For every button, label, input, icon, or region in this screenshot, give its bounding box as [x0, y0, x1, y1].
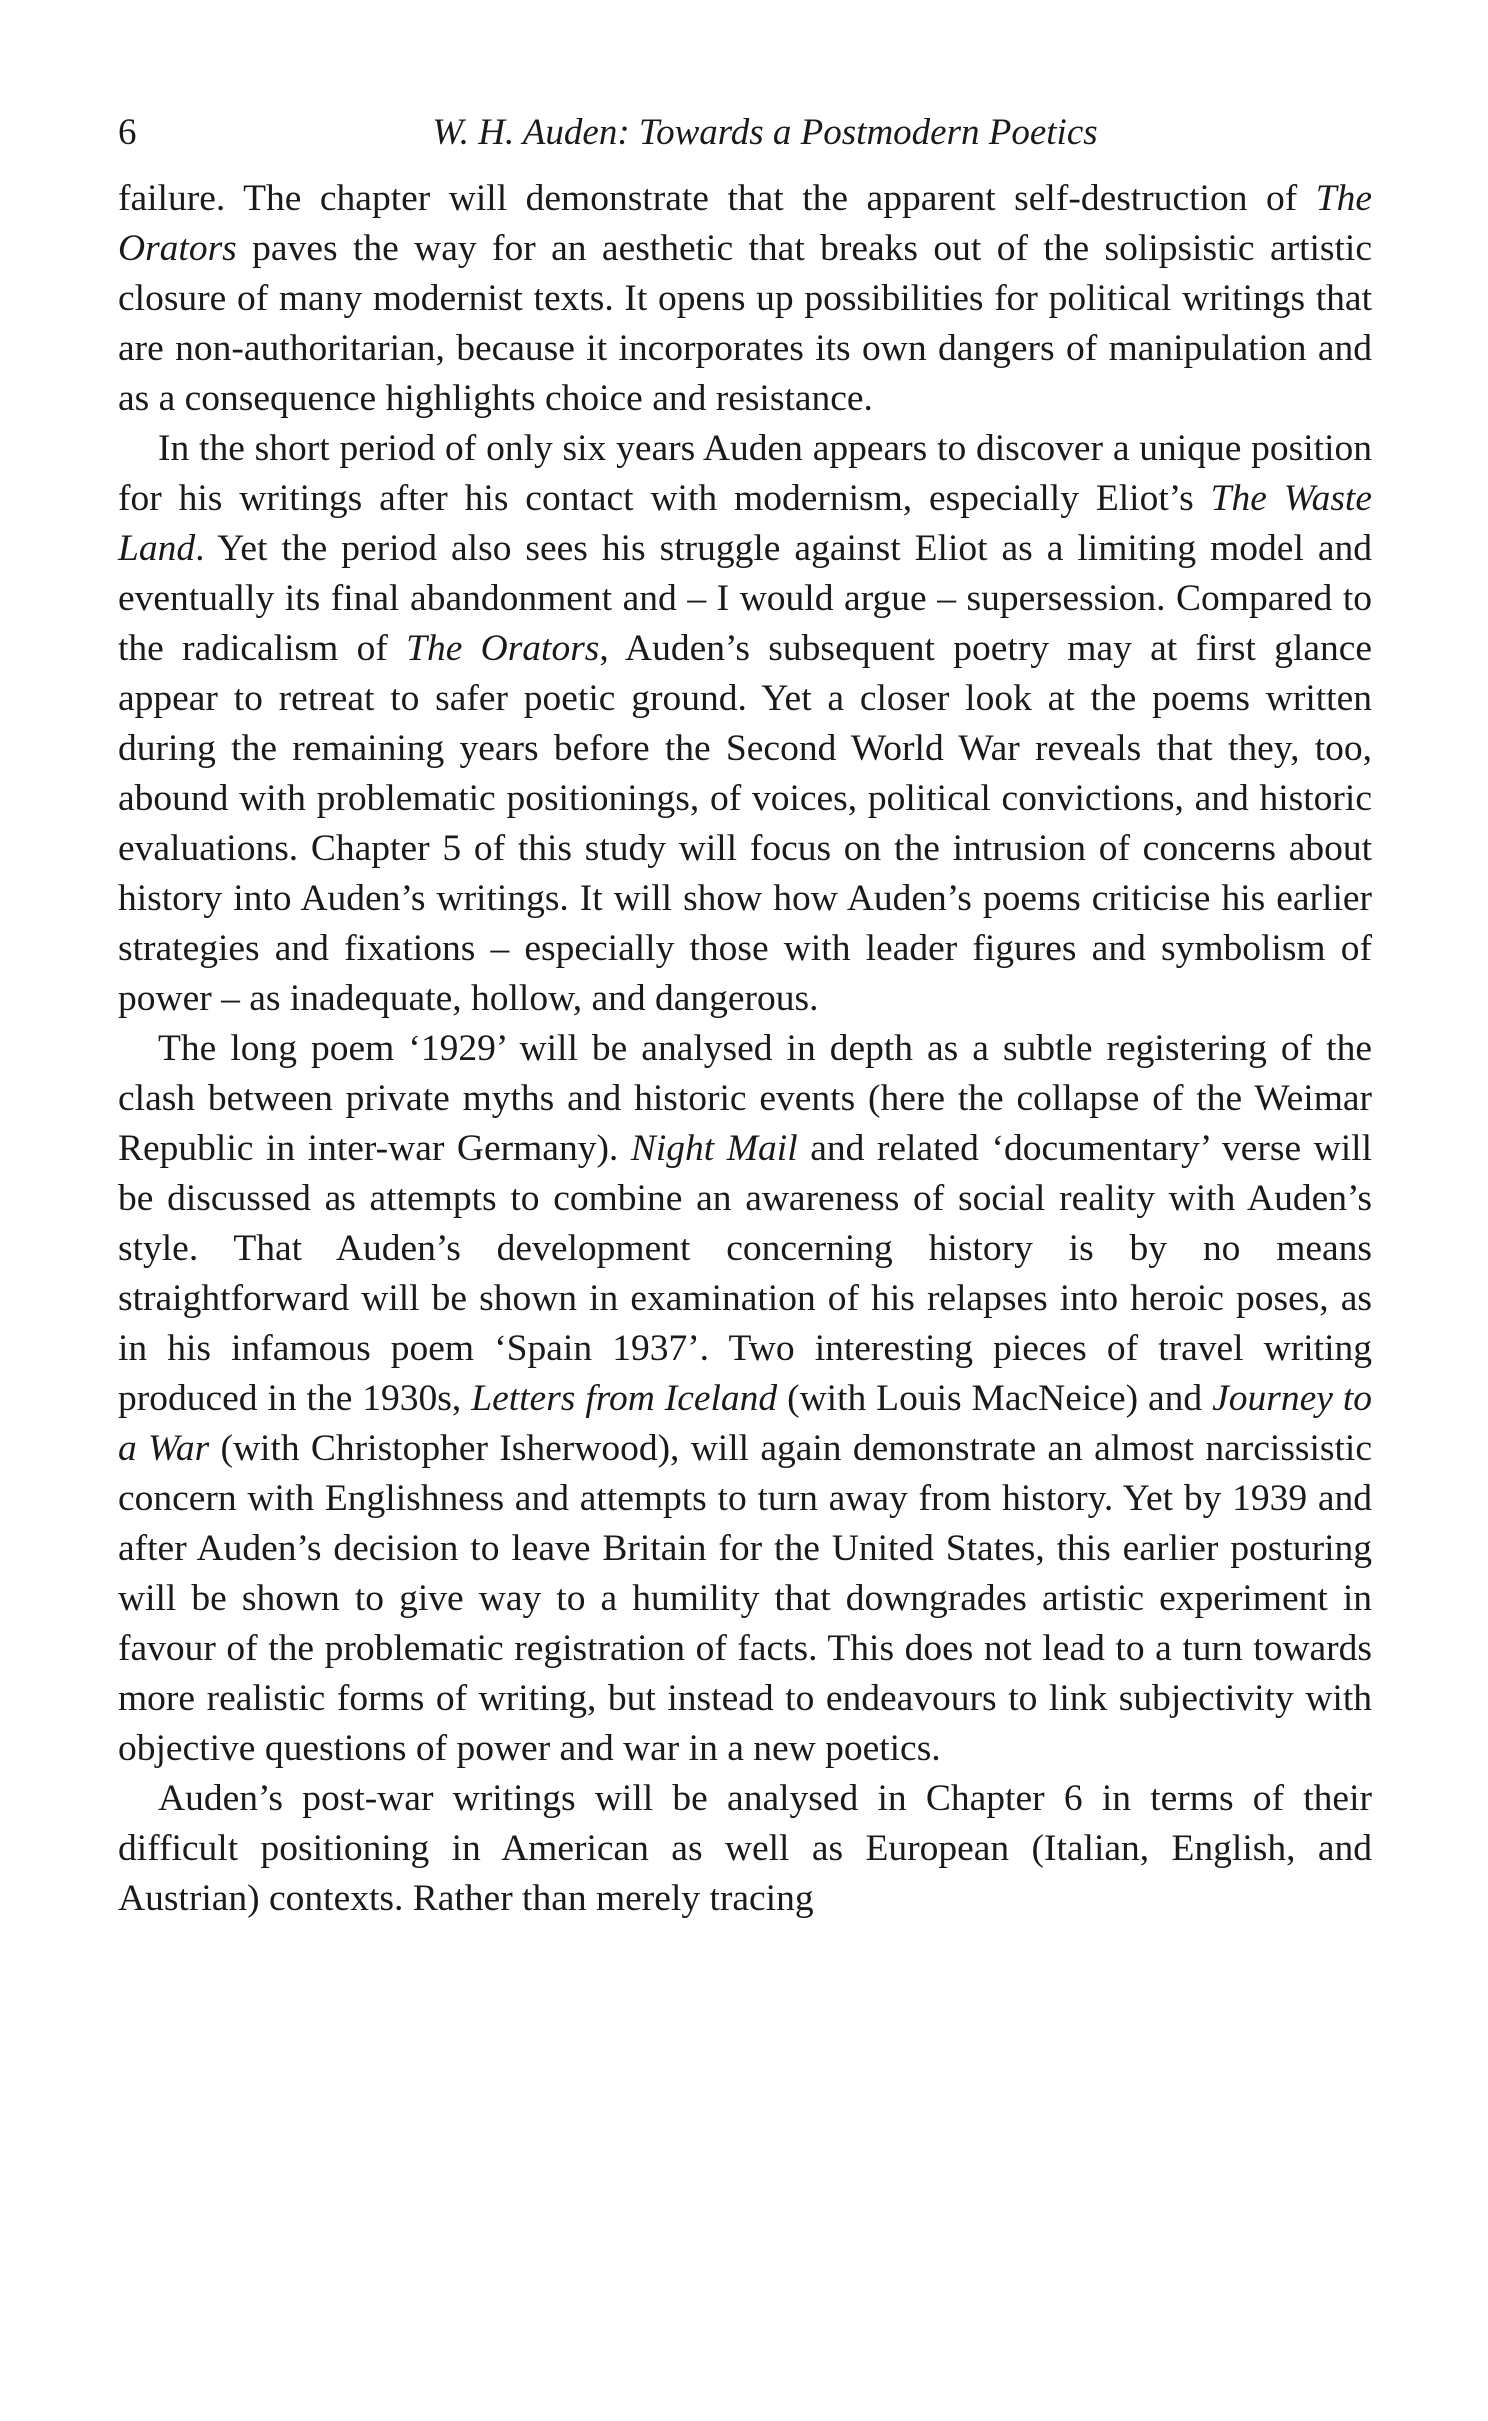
paragraph-1	[118, 174, 1372, 424]
paragraph-4	[118, 1774, 1372, 1924]
book-page	[118, 108, 1372, 1924]
text-run: (with Christopher Isherwood), will again demonstrate an almost narcissistic concern with Englishness and attempts to turn away from history. Yet by 1939 and after Auden’s decision to leave Britain for the United States, this earlier posturing will be shown to give way to a humility that downgrades artistic experiment in favour of the problematic registration of facts. This does not lead to a turn towards more realistic forms of writing, but instead to endeavours to link subjectivity with objective questions of power and war in a new poetics.	[118, 1428, 1372, 1769]
paragraph-2	[118, 424, 1372, 1024]
running-head	[118, 108, 1372, 158]
text-run: (with Louis MacNeice) and	[777, 1378, 1213, 1419]
italic-title: The Waste Land	[118, 478, 1372, 569]
text-run: . Yet the period also sees his struggle against Eliot as a limiting model and eventually its final abandonment and – I would argue – supersession. Compared to the radicalism of	[118, 528, 1372, 669]
running-title: W. H. Auden: Towards a Postmodern Poetics	[432, 112, 1098, 153]
italic-title: Night Mail	[630, 1128, 798, 1169]
body-text	[118, 174, 1372, 1924]
italic-title: The Orators	[406, 628, 600, 669]
text-run: , Auden’s subsequent poetry may at first glance appear to retreat to safer poetic ground. Yet a closer look at the poems written during the remaining years before the Second World War reveals that they, too, abound with problematic positionings, of voices, political convictions, and historic evaluations. Chapter 5 of this study will focus on the intrusion of concerns about history into Auden’s writings. It will show how Auden’s poems criticise his earlier strategies and fixations – especially those with leader figures and symbolism of power – as inadequate, hollow, and dangerous.	[118, 628, 1372, 1019]
italic-title: Letters from Iceland	[471, 1378, 778, 1419]
italic-title: Journey to a War	[118, 1378, 1372, 1469]
text-run: The long poem ‘1929’ will be analysed in depth as a subtle registering of the clash between private myths and historic events (here the collapse of the Weimar Republic in inter-war Germany).	[118, 1028, 1372, 1169]
paragraph-3	[118, 1024, 1372, 1774]
text-run: and related ‘documentary’ verse will be discussed as attempts to combine an awareness of social reality with Auden’s style. That Auden’s development concerning history is by no means straightforward will be shown in examination of his relapses into heroic poses, as in his infamous poem ‘Spain 1937’. Two interesting pieces of travel writing produced in the 1930s,	[118, 1128, 1372, 1419]
text-run: paves the way for an aesthetic that breaks out of the solipsistic artistic closure of many modernist texts. It opens up possibilities for political writings that are non-authoritarian, because it incorporates its own dangers of manipulation and as a consequence highlights choice and resistance.	[118, 228, 1372, 419]
text-run: failure. The chapter will demonstrate that the apparent self-destruction of	[118, 178, 1316, 219]
text-run: In the short period of only six years Auden appears to discover a unique position for his writings after his contact with modernism, especially Eliot’s	[118, 428, 1372, 519]
italic-title: The Orators	[118, 178, 1372, 269]
page-number: 6	[118, 112, 137, 153]
text-run: Auden’s post-war writings will be analysed in Chapter 6 in terms of their difficult positioning in American as well as European (Italian, English, and Austrian) contexts. Rather than merely tracing	[118, 1778, 1372, 1919]
